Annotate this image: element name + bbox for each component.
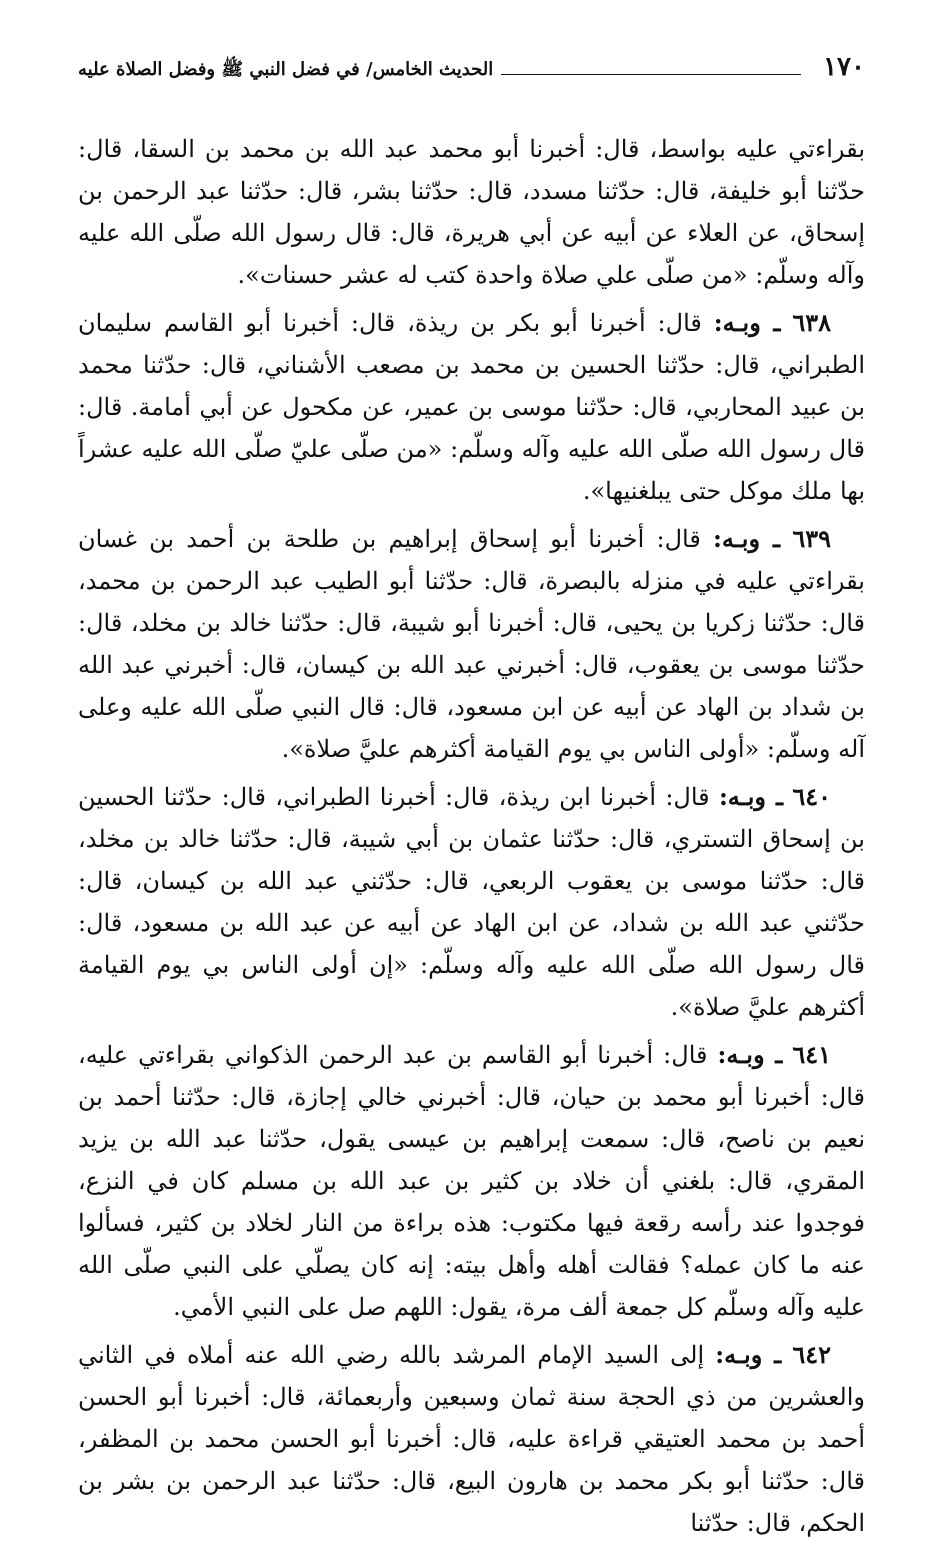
paragraph-text: قال: أخبرنا أبو إسحاق إبراهيم بن طلحة بن أحمد بن غسان بقراءتي عليه في منزله بالبصرة، قال: حدّثنا أبو الطيب عبد الرحمن بن محمد، قال: حدّثنا زكريا بن يحيى، قال: أخبرنا أبو شيبة، قال: حدّثنا خالد بن مخلد، قال: حدّثنا موسى بن يعقوب، قال: أخبرني عبد الله بن كيسان، قال: أخبرني عبد الله بن شداد بن الهاد عن أبيه عن ابن مسعود، قال: قال النبي صلّى الله عليه وعلى آله وسلّم: «أولى الناس بي يوم القيامة أكثرهم عليَّ صلاة». [78,525,866,763]
hadith-number: ٦٤١ [792,1040,831,1069]
hadith-paragraph-639 [78,518,865,770]
hadith-paragraph-642 [78,1334,865,1544]
hadith-paragraph-640 [78,776,865,1028]
hadith-lead: ـ وبـه: [713,308,781,337]
header-rule [501,60,801,75]
hadith-number: ٦٤٠ [792,782,831,811]
paragraph-text: قال: أخبرنا أبو بكر بن ريذة، قال: أخبرنا أبو القاسم سليمان الطبراني، قال: حدّثنا الحسين بن محمد بن مصعب الأشناني، قال: حدّثنا محمد بن عبيد المحاربي، قال: حدّثنا موسى بن عمير، عن مكحول عن أبي أمامة. قال: قال رسول الله صلّى الله عليه وآله وسلّم: «من صلّى عليّ صلّى الله عليه عشراً بها ملك موكل حتى يبلغنيها». [78,309,865,505]
book-page [78,52,865,1544]
running-header [78,52,865,92]
hadith-paragraph-641 [78,1034,865,1328]
hadith-number: ٦٤٢ [792,1340,831,1369]
paragraph-text: قال: أخبرنا أبو القاسم بن عبد الرحمن الذكواني بقراءتي عليه، قال: أخبرنا أبو محمد بن حيان، قال: أخبرني خالي إجازة، قال: حدّثنا أحمد بن نعيم بن ناصح، قال: سمعت إبراهيم بن عيسى يقول، حدّثنا عبد الله بن يزيد المقري، قال: بلغني أن خلاد بن كثير بن عبد الله بن مسلم كان في النزع، فوجدوا عند رأسه رقعة فيها مكتوب: هذه براءة من النار لخلاد بن كثير، فسألوا عنه ما كان عمله؟ فقالت أهله وأهل بيته: إنه كان يصلّي على النبي صلّى الله عليه وآله وسلّم كل جمعة ألف مرة، يقول: اللهم صل على النبي الأمي. [78,1041,865,1321]
hadith-number: ٦٣٩ [792,524,831,553]
page-number: ١٧٠ [823,52,865,82]
paragraph-text: إلى السيد الإمام المرشد بالله رضي الله عنه أملاه في الثاني والعشرين من ذي الحجة سنة ثمان وسبعين وأربعمائة، قال: أخبرنا أبو الحسن أحمد بن محمد العتيقي قراءة عليه، قال: أخبرنا أبو الحسن محمد بن المظفر، قال: حدّثنا أبو بكر محمد بن هارون البيع، قال: حدّثنا عبد الرحمن بن بشر بن الحكم، قال: حدّثنا [78,1341,865,1537]
paragraph-text: قال: أخبرنا ابن ريذة، قال: أخبرنا الطبراني، قال: حدّثنا الحسين بن إسحاق التستري، قال: حدّثنا عثمان بن أبي شيبة، قال: حدّثنا خالد بن مخلد، قال: حدّثنا موسى بن يعقوب الربعي، قال: حدّثني عبد الله بن كيسان، قال: حدّثني عبد الله بن شداد، عن ابن الهاد عن أبيه عن عبد الله بن مسعود، قال: قال رسول الله صلّى الله عليه وآله وسلّم: «إن أولى الناس بي يوم القيامة أكثرهم عليَّ صلاة». [78,783,865,1021]
hadith-lead: ـ وبـه: [713,524,781,553]
page-body [78,128,865,1544]
hadith-number: ٦٣٨ [792,308,831,337]
header-title: الحديث الخامس/ في فضل النبي ﷺ وفضل الصلاة عليه [78,59,494,80]
paragraph-continuation [78,128,865,296]
hadith-lead: ـ وبـه: [715,1340,782,1369]
paragraph-text: بقراءتي عليه بواسط، قال: أخبرنا أبو محمد عبد الله بن محمد بن السقا، قال: حدّثنا أبو خليفة، قال: حدّثنا مسدد، قال: حدّثنا بشر، قال: حدّثنا عبد الرحمن بن إسحاق، عن العلاء عن أبيه عن أبي هريرة، قال: قال رسول الله صلّى الله عليه وآله وسلّم: «من صلّى علي صلاة واحدة كتب له عشر حسنات». [78,135,865,289]
hadith-lead: ـ وبـه: [718,782,784,811]
hadith-lead: ـ وبـه: [717,1040,783,1069]
hadith-paragraph-638 [78,302,865,512]
